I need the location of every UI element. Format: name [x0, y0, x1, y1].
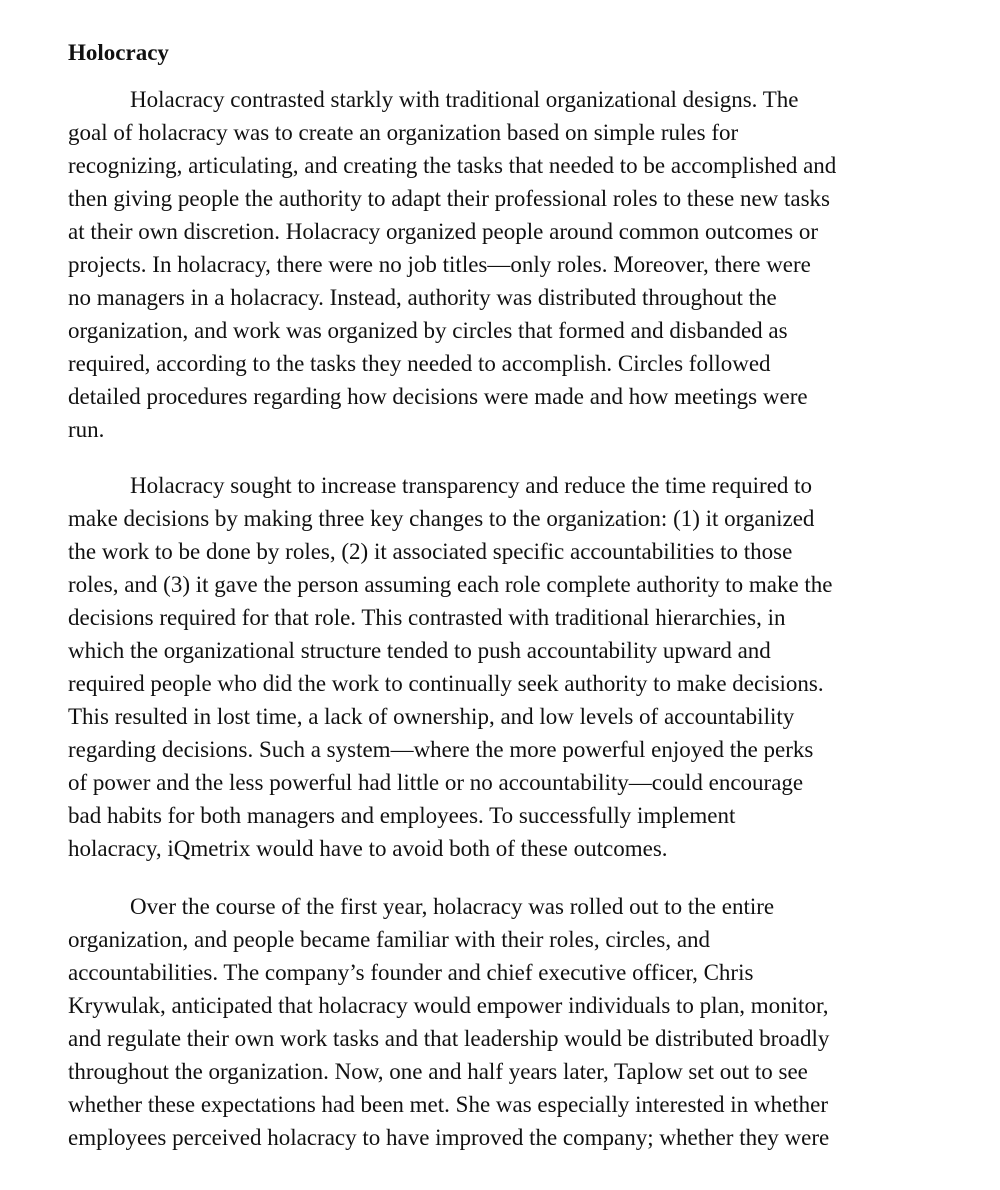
paragraph-3 [68, 890, 928, 1154]
paragraph-line: regarding decisions. Such a system—where the more powerful enjoyed the perks [68, 737, 814, 762]
paragraph-line: Krywulak, anticipated that holacracy would empower individuals to plan, monitor, [68, 993, 829, 1018]
paragraph-line: whether these expectations had been met. She was especially interested in whether [68, 1092, 828, 1117]
paragraph-line: projects. In holacracy, there were no job titles—only roles. Moreover, there were [68, 252, 811, 277]
paragraph-line: no managers in a holacracy. Instead, authority was distributed throughout the [68, 285, 777, 310]
paragraph-line: detailed procedures regarding how decisions were made and how meetings were [68, 384, 808, 409]
section-heading: Holocracy [68, 40, 169, 65]
paragraph-line: organization, and people became familiar with their roles, circles, and [68, 927, 711, 952]
paragraph-spacer [68, 446, 928, 469]
paragraph-line: accountabilities. The company’s founder and chief executive officer, Chris [68, 960, 754, 985]
paragraph-line: Holacracy contrasted starkly with traditional organizational designs. The [130, 87, 799, 112]
paragraph-line: required people who did the work to continually seek authority to make decisions. [68, 671, 824, 696]
paragraph-line: goal of holacracy was to create an organization based on simple rules for [68, 120, 739, 145]
paragraph-line: This resulted in lost time, a lack of ownership, and low levels of accountability [68, 704, 795, 729]
paragraph-line: roles, and (3) it gave the person assuming each role complete authority to make the [68, 572, 833, 597]
paragraph-line: and regulate their own work tasks and that leadership would be distributed broadly [68, 1026, 830, 1051]
paragraph-line: run. [68, 417, 105, 442]
paragraph-line: then giving people the authority to adapt their professional roles to these new tasks [68, 186, 831, 211]
paragraph-line: required, according to the tasks they needed to accomplish. Circles followed [68, 351, 771, 376]
paragraph-spacer [68, 865, 928, 890]
paragraph-line: recognizing, articulating, and creating the tasks that needed to be accomplished and [68, 153, 837, 178]
paragraph-2 [68, 469, 928, 865]
paragraph-1 [68, 83, 928, 446]
paragraph-line: Over the course of the first year, holacracy was rolled out to the entire [130, 894, 775, 919]
paragraph-line: throughout the organization. Now, one and half years later, Taplow set out to see [68, 1059, 808, 1084]
paragraph-line: organization, and work was organized by circles that formed and disbanded as [68, 318, 788, 343]
paragraph-line: which the organizational structure tended to push accountability upward and [68, 638, 771, 663]
document-page [68, 36, 928, 1154]
paragraph-line: at their own discretion. Holacracy organized people around common outcomes or [68, 219, 819, 244]
paragraph-line: bad habits for both managers and employees. To successfully implement [68, 803, 736, 828]
paragraph-line: holacracy, iQmetrix would have to avoid both of these outcomes. [68, 836, 668, 861]
paragraph-line: of power and the less powerful had little or no accountability—could encourage [68, 770, 804, 795]
paragraph-line: employees perceived holacracy to have improved the company; whether they were [68, 1125, 830, 1150]
paragraph-line: make decisions by making three key changes to the organization: (1) it organized [68, 506, 815, 531]
paragraph-line: decisions required for that role. This contrasted with traditional hierarchies, in [68, 605, 786, 630]
paragraph-line: Holacracy sought to increase transparency and reduce the time required to [130, 473, 813, 498]
paragraph-line: the work to be done by roles, (2) it associated specific accountabilities to those [68, 539, 793, 564]
